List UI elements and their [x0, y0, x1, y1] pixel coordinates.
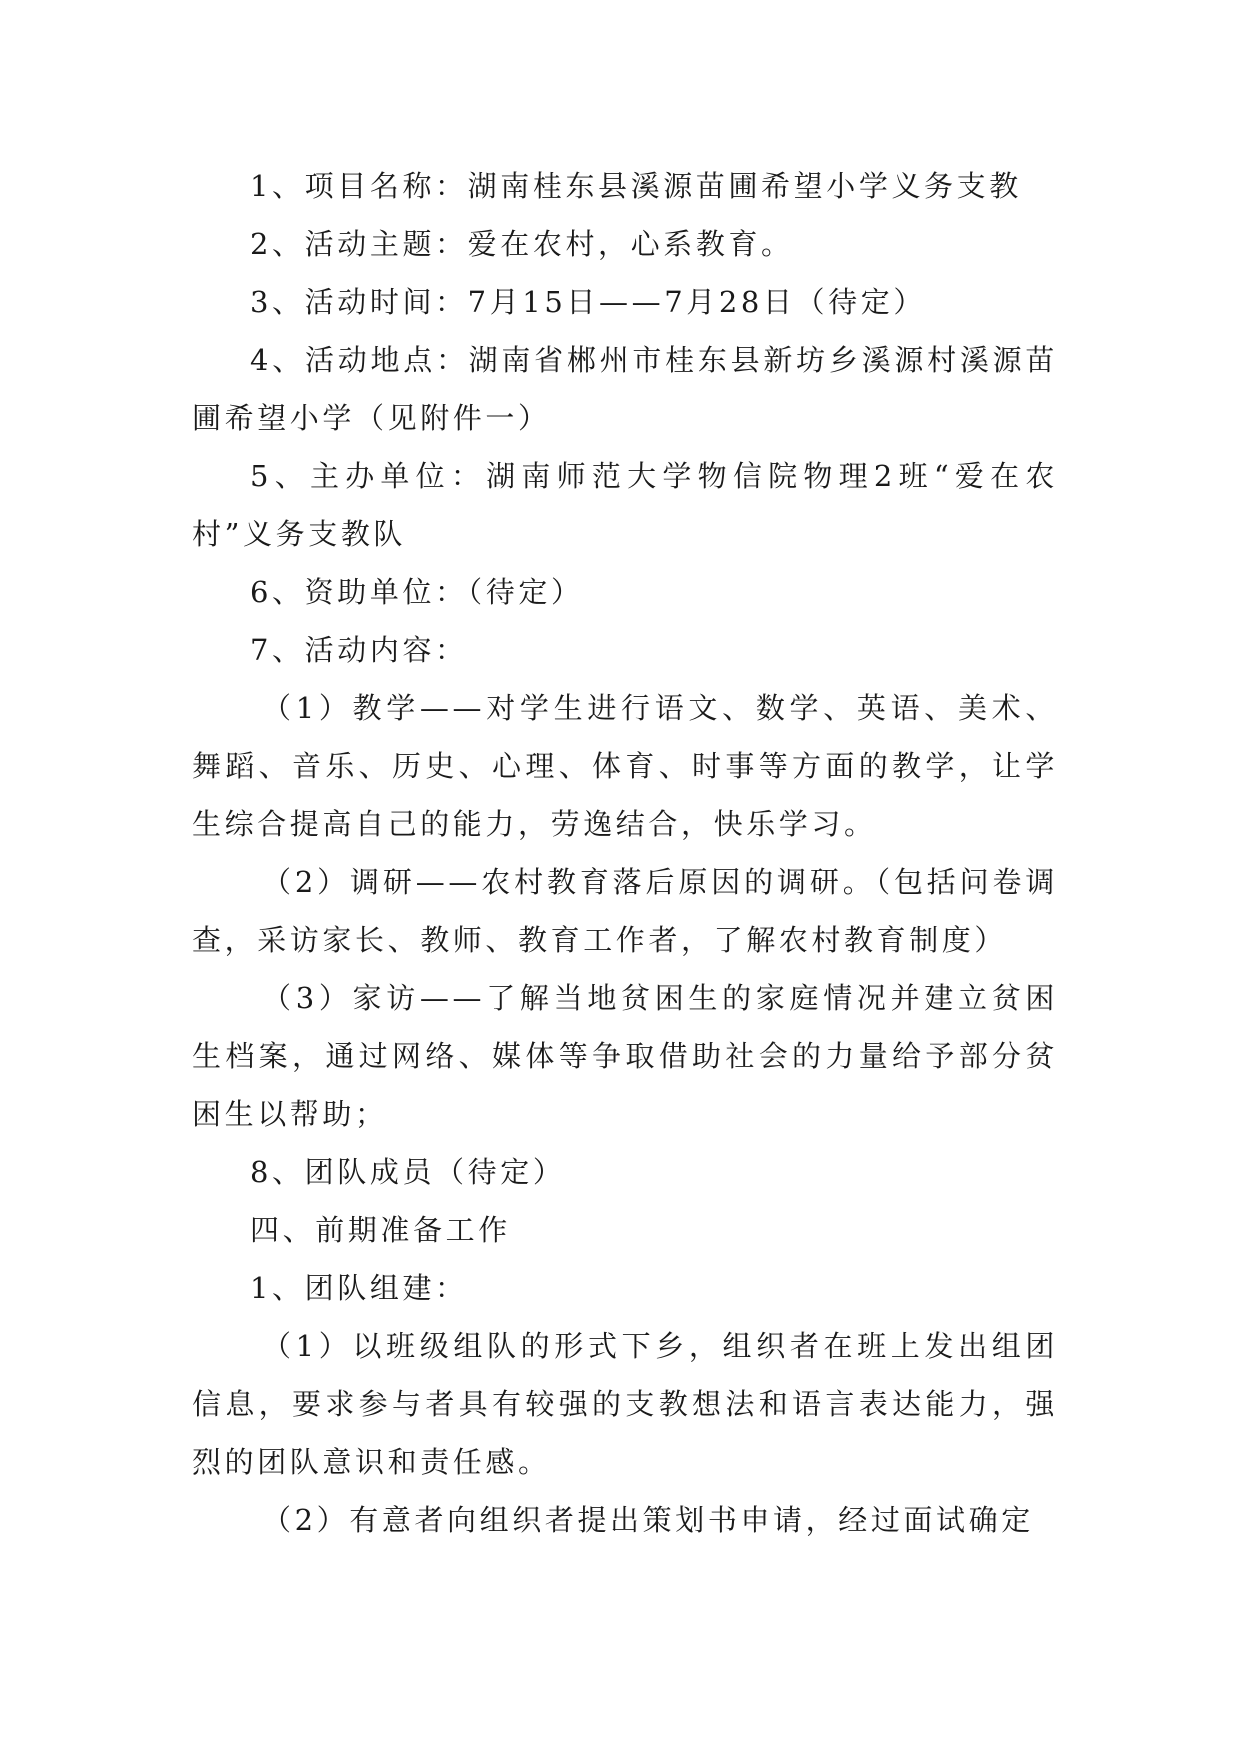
home-visit-paragraph: （3）家访——了解当地贫困生的家庭情况并建立贫困生档案，通过网络、媒体等争取借助社会的力量给予部分贫困生以帮助； — [192, 981, 1058, 1131]
team-formation-heading: 1、团队组建： — [250, 1271, 468, 1305]
activity-location-paragraph: 4、活动地点：湖南省郴州市桂东县新坊乡溪源村溪源苗圃希望小学（见附件一） — [192, 343, 1058, 435]
activity-theme-paragraph: 2、活动主题：爱在农村，心系教育。 — [250, 227, 794, 261]
activity-time-paragraph: 3、活动时间：7月15日——7月28日（待定） — [250, 285, 926, 319]
sponsor-paragraph: 6、资助单位：（待定） — [250, 575, 584, 609]
team-formation-item-1: （1）以班级组队的形式下乡，组织者在班上发出组团信息，要求参与者具有较强的支教想法和语言表达能力，强烈的团队意识和责任感。 — [192, 1329, 1058, 1479]
document-page — [192, 157, 1058, 1549]
project-name-paragraph: 1、项目名称：湖南桂东县溪源苗圃希望小学义务支教 — [250, 169, 1022, 203]
teaching-paragraph: （1）教学——对学生进行语文、数学、英语、美术、舞蹈、音乐、历史、心理、体育、时事等方面的教学，让学生综合提高自己的能力，劳逸结合，快乐学习。 — [192, 691, 1058, 841]
activity-content-heading: 7、活动内容： — [250, 633, 468, 667]
team-members-paragraph: 8、团队成员（待定） — [250, 1155, 566, 1189]
research-paragraph: （2）调研——农村教育落后原因的调研。（包括问卷调查，采访家长、教师、教育工作者，了解农村教育制度） — [192, 865, 1058, 957]
team-formation-item-2: （2）有意者向组织者提出策划书申请，经过面试确定 — [262, 1503, 1034, 1537]
section-four-heading: 四、前期准备工作 — [250, 1213, 511, 1247]
organizer-paragraph: 5、主办单位：湖南师范大学物信院物理2班“爱在农村”义务支教队 — [192, 459, 1058, 551]
